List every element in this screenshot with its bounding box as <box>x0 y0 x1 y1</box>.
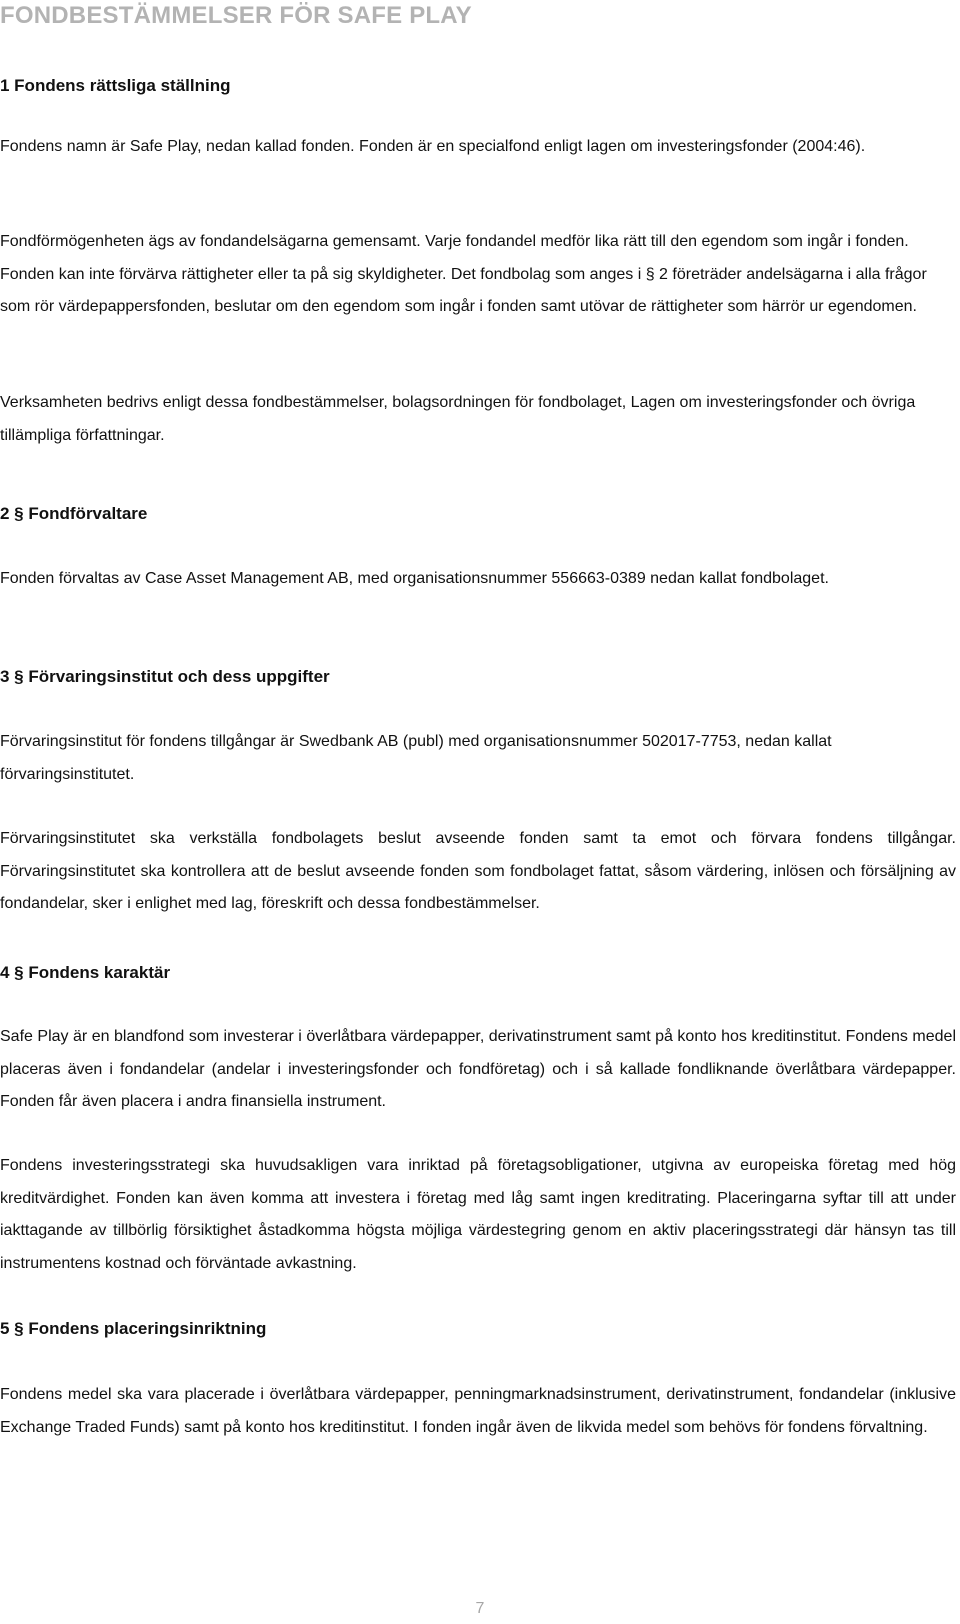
document-title: FONDBESTÄMMELSER FÖR SAFE PLAY <box>0 2 472 29</box>
section-paragraph: Förvaringsinstitutet ska verkställa fondbolagets beslut avseende fonden samt ta emot och förvara fondens tillgångar. Förvaringsinstitutet ska kontrollera att de beslut avseende fonden som fondbolaget fattat, såsom värdering, inlösen och försäljning av fondandelar, sker i enlighet med lag, föreskrift och dessa fondbestämmelser. <box>0 830 956 912</box>
section-paragraph: Fondens medel ska vara placerade i överlåtbara värdepapper, penningmarknadsinstrument, derivatinstrument, fondandelar (inklusive Exchange Traded Funds) samt på konto hos kreditinstitut. I fonden ingår även de likvida medel som behövs för fondens förvaltning. <box>0 1386 956 1436</box>
section-paragraph: Fondens namn är Safe Play, nedan kallad fonden. Fonden är en specialfond enligt lagen om investeringsfonder (2004:46). <box>0 138 866 155</box>
section-paragraph: Fonden förvaltas av Case Asset Management AB, med organisationsnummer 556663-0389 nedan kallat fondbolaget. <box>0 570 829 587</box>
section-heading: 3 § Förvaringsinstitut och dess uppgifter <box>0 667 330 686</box>
section-heading: 4 § Fondens karaktär <box>0 963 171 982</box>
section-heading: 5 § Fondens placeringsinriktning <box>0 1319 267 1338</box>
section-paragraph: Safe Play är en blandfond som investerar i överlåtbara värdepapper, derivatinstrument samt på konto hos kreditinstitut. Fondens medel placeras även i fondandelar (andelar i investeringsfonder och fondföretag) och i så kallade fondliknande överlåtbara värdepapper. Fonden får även placera i andra finansiella instrument. <box>0 1028 956 1110</box>
section-heading: 2 § Fondförvaltare <box>0 504 148 523</box>
section-paragraph: Fondens investeringsstrategi ska huvudsakligen vara inriktad på företagsobligationer, utgivna av europeiska företag med hög kreditvärdighet. Fonden kan även komma att investera i företag med låg samt ingen kreditrating. Placeringarna syftar till att under iakttagande av tillbörlig försiktighet åstadkomma högsta möjliga värdestegring genom en aktiv placeringsstrategi där hänsyn tas till instrumentens kostnad och förväntade avkastning. <box>0 1157 956 1272</box>
section-heading: 1 Fondens rättsliga ställning <box>0 76 231 95</box>
section-paragraph: Verksamheten bedrivs enligt dessa fondbestämmelser, bolagsordningen för fondbolaget, Lagen om investeringsfonder och övriga tillämpliga författningar. <box>0 394 916 444</box>
section-paragraph: Förvaringsinstitut för fondens tillgångar är Swedbank AB (publ) med organisationsnummer 502017-7753, nedan kallat förvaringsinstitutet. <box>0 733 832 783</box>
section-paragraph: Fondförmögenheten ägs av fondandelsägarna gemensamt. Varje fondandel medför lika rätt till den egendom som ingår i fonden. Fonden kan inte förvärva rättigheter eller ta på sig skyldigheter. Det fondbolag som anges i § 2 företräder andelsägarna i alla frågor som rör värdepappersfonden, beslutar om den egendom som ingår i fonden samt utövar de rättigheter som härrör ur egendomen. <box>0 233 927 315</box>
page-number: 7 <box>475 1600 485 1617</box>
